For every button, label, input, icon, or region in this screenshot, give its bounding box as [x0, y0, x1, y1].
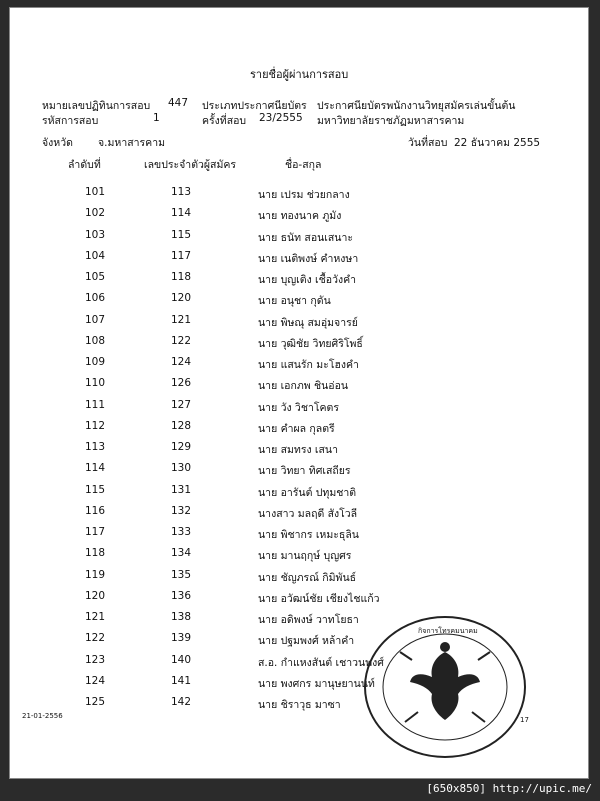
candidate-id: 115 — [170, 228, 192, 241]
candidate-id: 132 — [170, 504, 192, 517]
label-cert-type: ประเภทประกาศนียบัตร — [202, 100, 307, 112]
candidate-name: นาย อนุชา กุดัน — [258, 295, 331, 308]
table-row — [10, 462, 588, 476]
candidate-id: 129 — [170, 441, 192, 453]
table-row — [10, 484, 588, 498]
column-header-id: เลขประจำตัวผู้สมัคร — [144, 159, 237, 171]
cert-type-value: ประกาศนียบัตรพนักงานวิทยุสมัครเล่นขั้นต้น — [317, 100, 516, 112]
row-number: 104 — [84, 249, 106, 262]
candidate-id: 141 — [170, 674, 192, 687]
row-number: 120 — [84, 589, 106, 602]
table-row — [10, 314, 588, 328]
table-row — [10, 186, 588, 200]
candidate-name: นาย วิทยา ทิศเสถียร — [258, 465, 351, 478]
candidate-id: 131 — [170, 483, 192, 496]
row-number: 116 — [84, 504, 106, 517]
candidate-id: 124 — [170, 356, 192, 368]
row-number: 111 — [84, 398, 106, 411]
candidate-id: 136 — [170, 589, 192, 602]
row-number: 107 — [84, 313, 106, 326]
label-exam-round: ครั้งที่สอบ — [202, 115, 247, 127]
candidate-name: นาย เอกภพ ชินอ่อน — [258, 380, 349, 393]
table-row — [10, 292, 588, 306]
table-row — [10, 420, 588, 434]
label-exam-date: วันที่สอบ — [408, 137, 448, 149]
candidate-name: นางสาว มลฤดี สังโวลี — [258, 507, 358, 520]
table-row — [10, 569, 588, 583]
calendar-no-value: 447 — [168, 97, 189, 109]
candidate-id: 128 — [170, 419, 192, 432]
row-number: 106 — [84, 292, 106, 305]
label-exam-code: รหัสการสอบ — [42, 115, 99, 127]
table-row — [10, 229, 588, 243]
candidate-name: นาย คำผล กุลตรี — [258, 422, 335, 435]
candidate-id: 138 — [170, 611, 192, 623]
column-header-no: ลำดับที่ — [68, 159, 101, 171]
row-number: 122 — [84, 632, 106, 645]
candidate-id: 120 — [170, 292, 192, 305]
candidate-id: 130 — [170, 462, 192, 475]
candidate-name: นาย แสนรัก มะโฮงคำ — [258, 359, 359, 371]
image-info: [650x850] http://upic.me/ — [426, 782, 592, 795]
candidate-name: นาย ชัญภรณ์ กิมิพันธ์ — [258, 571, 357, 584]
candidate-id: 139 — [170, 632, 192, 645]
candidate-name: นาย ธนัท สอนเสนาะ — [258, 231, 354, 244]
table-row — [10, 377, 588, 391]
candidate-id: 122 — [170, 334, 192, 347]
seal-text: กิจการโทรคมนาคม — [418, 627, 478, 635]
table-row — [10, 505, 588, 519]
candidate-id: 127 — [170, 398, 192, 411]
table-row — [10, 590, 588, 604]
row-number: 125 — [84, 696, 106, 708]
row-number: 123 — [84, 653, 106, 666]
candidate-id: 113 — [170, 186, 192, 198]
row-number: 113 — [84, 441, 106, 453]
candidate-name: นาย พงศกร มานุษยานนท์ — [258, 677, 375, 690]
table-row — [10, 356, 588, 370]
candidate-name: นาย เปรม ช่วยกลาง — [258, 189, 350, 201]
candidate-id: 135 — [170, 568, 192, 581]
row-number: 121 — [84, 611, 106, 623]
candidate-name: นาย สมทรง เสนา — [258, 444, 338, 456]
candidate-name: นาย ชิราวุธ มาซา — [258, 699, 341, 711]
page-number: 17 — [520, 716, 529, 724]
candidate-name: นาย วุฒิชัย วิทยศิริโพธิ์ — [258, 337, 363, 350]
label-calendar-no: หมายเลขปฏิทินการสอบ — [42, 100, 151, 112]
table-row — [10, 526, 588, 540]
table-row — [10, 250, 588, 264]
candidate-name: นาย ปฐมพงศ์ หล้าคำ — [258, 635, 355, 648]
table-row — [10, 399, 588, 413]
candidate-name: นาย ทองนาค ภูมัง — [258, 210, 342, 223]
candidate-id: 133 — [170, 526, 192, 538]
candidate-name: นาย อดิพงษ์ วาทโยธา — [258, 614, 359, 626]
label-province: จังหวัด — [42, 137, 73, 149]
row-number: 103 — [84, 228, 106, 241]
row-number: 109 — [84, 356, 106, 368]
row-number: 105 — [84, 271, 106, 283]
candidate-id: 118 — [170, 271, 192, 283]
document-page — [10, 8, 588, 778]
exam-round-value: 23/2555 — [259, 112, 303, 124]
table-row — [10, 207, 588, 221]
row-number: 117 — [84, 526, 106, 538]
exam-date-value: 22 ธันวาคม 2555 — [454, 137, 541, 149]
table-row — [10, 441, 588, 455]
row-number: 112 — [84, 419, 106, 432]
candidate-name: นาย มานฤกุษ์ บุญศร — [258, 550, 352, 563]
candidate-name: นาย วัง วิชาโคตร — [258, 401, 339, 414]
candidate-id: 134 — [170, 547, 192, 560]
candidate-name: นาย อวัฒน์ชัย เชียงไชแก้ว — [258, 592, 380, 605]
university-name: มหาวิทยาลัยราชภัฏมหาสารคาม — [317, 115, 465, 127]
candidate-id: 126 — [170, 377, 192, 390]
row-number: 119 — [84, 568, 106, 581]
candidate-name: นาย อารันต์ ปทุมชาติ — [258, 486, 357, 499]
row-number: 102 — [84, 207, 106, 220]
row-number: 101 — [84, 186, 106, 198]
province-value: จ.มหาสารคาม — [98, 137, 166, 149]
document-title: รายชื่อผู้ผ่านการสอบ — [250, 68, 349, 81]
candidate-id: 140 — [170, 653, 192, 666]
official-seal — [360, 612, 530, 762]
candidate-name: นาย พิชากร เหมะธุลิน — [258, 529, 359, 541]
row-number: 115 — [84, 483, 106, 496]
candidate-name: นาย บุญเติง เชื้อวังคำ — [258, 274, 357, 286]
candidate-name: นาย เนติพงษ์ คำหงษา — [258, 252, 359, 265]
table-row — [10, 335, 588, 349]
candidate-id: 121 — [170, 313, 192, 326]
candidate-name: นาย พิษณุ สมอุ่มจารย์ — [258, 316, 358, 329]
row-number: 108 — [84, 334, 106, 347]
candidate-name: ส.อ. กำแหงสันต์ เชาวนพงศ์ — [258, 656, 384, 669]
row-number: 110 — [84, 377, 106, 390]
candidate-id: 117 — [170, 249, 192, 262]
candidate-id: 114 — [170, 207, 192, 220]
row-number: 118 — [84, 547, 106, 560]
table-row — [10, 547, 588, 561]
exam-code-value: 1 — [153, 112, 160, 124]
column-header-name: ชื่อ-สกุล — [285, 159, 322, 171]
table-row — [10, 271, 588, 285]
candidate-id: 142 — [170, 696, 192, 708]
print-date: 21-01-2556 — [22, 712, 63, 720]
row-number: 114 — [84, 462, 106, 475]
row-number: 124 — [84, 674, 106, 687]
